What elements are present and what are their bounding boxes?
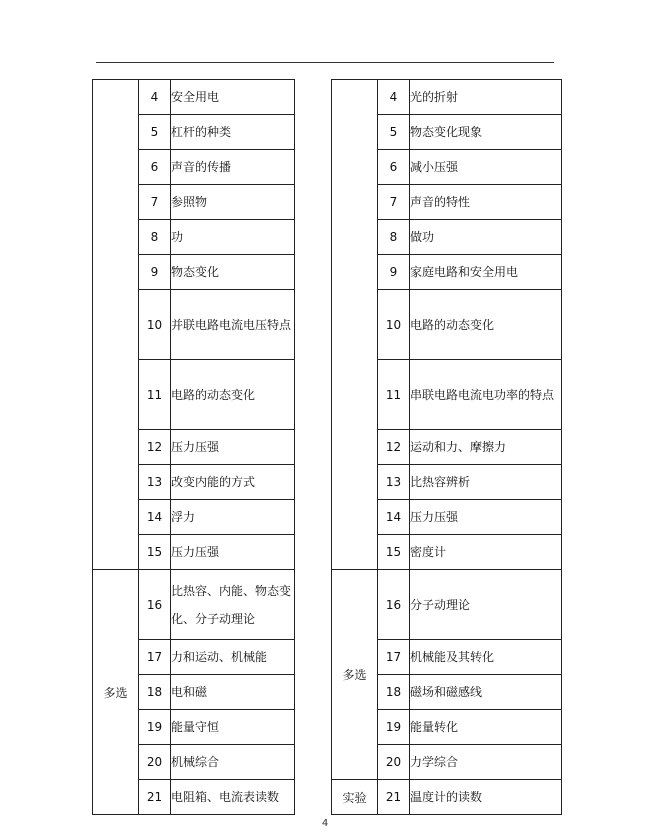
question-number: 8 — [139, 220, 171, 255]
question-number: 7 — [139, 185, 171, 220]
topic-cell: 密度计 — [410, 535, 562, 570]
question-number: 4 — [139, 80, 171, 115]
topic-cell: 分子动理论 — [410, 570, 562, 640]
question-number: 8 — [378, 220, 410, 255]
topic-cell: 家庭电路和安全用电 — [410, 255, 562, 290]
question-number: 18 — [378, 675, 410, 710]
category-cell — [93, 80, 139, 570]
question-number: 12 — [139, 430, 171, 465]
question-number: 17 — [139, 640, 171, 675]
topic-cell: 改变内能的方式 — [171, 465, 295, 500]
topic-cell: 电路的动态变化 — [171, 360, 295, 430]
question-number: 15 — [139, 535, 171, 570]
topic-cell: 并联电路电流电压特点 — [171, 290, 295, 360]
category-cell — [332, 80, 378, 570]
header-rule — [96, 62, 554, 63]
topic-cell: 压力压强 — [171, 535, 295, 570]
topic-cell: 减小压强 — [410, 150, 562, 185]
topic-cell: 能量转化 — [410, 710, 562, 745]
question-number: 13 — [378, 465, 410, 500]
topic-cell: 安全用电 — [171, 80, 295, 115]
topic-cell: 功 — [171, 220, 295, 255]
question-number: 6 — [378, 150, 410, 185]
question-number: 14 — [378, 500, 410, 535]
topic-cell: 机械综合 — [171, 745, 295, 780]
topic-cell: 机械能及其转化 — [410, 640, 562, 675]
category-cell: 实验 — [332, 780, 378, 815]
question-number: 11 — [378, 360, 410, 430]
topic-cell: 比热容、内能、物态变化、分子动理论 — [171, 570, 295, 640]
question-number: 11 — [139, 360, 171, 430]
question-number: 7 — [378, 185, 410, 220]
table-row — [93, 570, 295, 640]
topic-cell: 声音的传播 — [171, 150, 295, 185]
topic-cell: 物态变化现象 — [410, 115, 562, 150]
question-number: 19 — [139, 710, 171, 745]
question-number: 21 — [139, 780, 171, 815]
question-number: 20 — [139, 745, 171, 780]
right-topic-table — [331, 79, 562, 815]
topic-cell: 电和磁 — [171, 675, 295, 710]
table-row — [332, 80, 562, 115]
question-number: 21 — [378, 780, 410, 815]
topic-cell: 温度计的读数 — [410, 780, 562, 815]
topic-cell: 比热容辨析 — [410, 465, 562, 500]
table-row — [332, 570, 562, 640]
left-topic-table — [92, 79, 295, 815]
topic-cell: 运动和力、摩擦力 — [410, 430, 562, 465]
question-number: 16 — [378, 570, 410, 640]
topic-cell: 光的折射 — [410, 80, 562, 115]
topic-cell: 压力压强 — [171, 430, 295, 465]
topic-cell: 做功 — [410, 220, 562, 255]
question-number: 13 — [139, 465, 171, 500]
question-number: 10 — [378, 290, 410, 360]
topic-cell: 力和运动、机械能 — [171, 640, 295, 675]
topic-cell: 磁场和磁感线 — [410, 675, 562, 710]
table-row — [332, 780, 562, 815]
topic-cell: 能量守恒 — [171, 710, 295, 745]
table-row — [93, 80, 295, 115]
topic-cell: 串联电路电流电功率的特点 — [410, 360, 562, 430]
question-number: 5 — [139, 115, 171, 150]
question-number: 16 — [139, 570, 171, 640]
question-number: 15 — [378, 535, 410, 570]
question-number: 10 — [139, 290, 171, 360]
question-number: 9 — [139, 255, 171, 290]
question-number: 18 — [139, 675, 171, 710]
question-number: 4 — [378, 80, 410, 115]
question-number: 14 — [139, 500, 171, 535]
topic-cell: 物态变化 — [171, 255, 295, 290]
topic-cell: 参照物 — [171, 185, 295, 220]
topic-cell: 压力压强 — [410, 500, 562, 535]
topic-cell: 声音的特性 — [410, 185, 562, 220]
question-number: 12 — [378, 430, 410, 465]
category-cell: 多选 — [93, 570, 139, 815]
topic-cell: 杠杆的种类 — [171, 115, 295, 150]
page-number: 4 — [321, 818, 329, 829]
topic-cell: 浮力 — [171, 500, 295, 535]
question-number: 5 — [378, 115, 410, 150]
question-number: 17 — [378, 640, 410, 675]
question-number: 6 — [139, 150, 171, 185]
category-cell: 多选 — [332, 570, 378, 780]
question-number: 19 — [378, 710, 410, 745]
question-number: 9 — [378, 255, 410, 290]
question-number: 20 — [378, 745, 410, 780]
topic-cell: 电阻箱、电流表读数 — [171, 780, 295, 815]
topic-cell: 力学综合 — [410, 745, 562, 780]
topic-cell: 电路的动态变化 — [410, 290, 562, 360]
